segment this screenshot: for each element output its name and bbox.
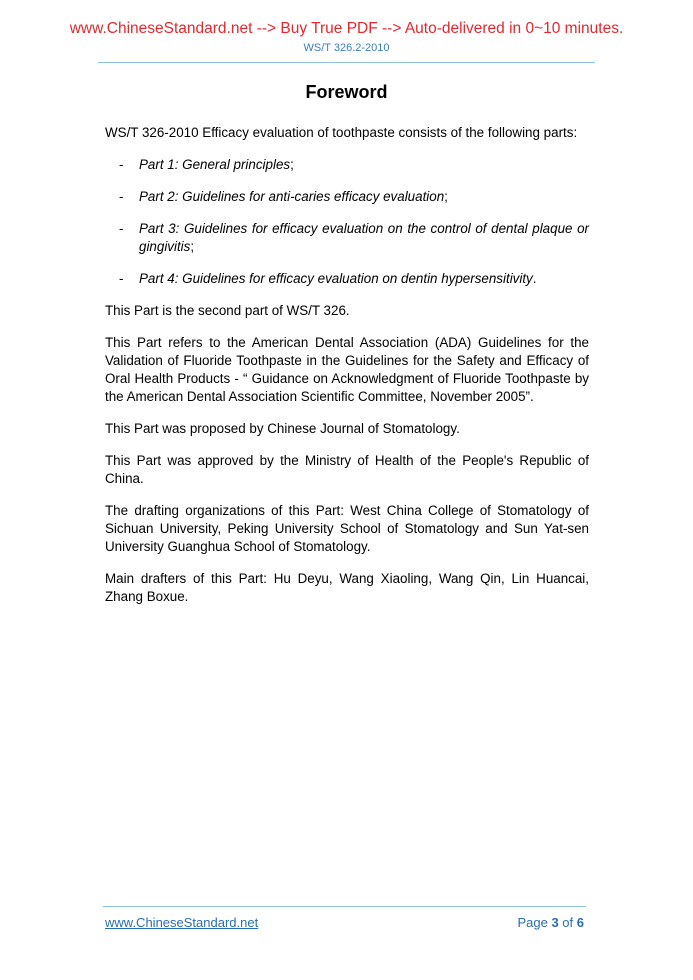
paragraph: This Part is the second part of WS/T 326. — [105, 303, 350, 318]
intro-paragraph: WS/T 326-2010 Efficacy evaluation of toothpaste consists of the following parts: — [105, 125, 578, 140]
header-divider — [98, 62, 595, 63]
footer-divider — [103, 906, 586, 907]
page-separator: of — [558, 915, 577, 930]
promo-banner[interactable]: www.ChineseStandard.net --> Buy True PDF --> Auto-delivered in 0~10 minutes. — [69, 20, 624, 37]
foreword-body — [105, 124, 589, 620]
part-suffix: . — [532, 271, 537, 286]
part-title: Part 4: Guidelines for efficacy evaluation on dentin hypersensitivity — [139, 271, 533, 286]
total-pages: 6 — [576, 915, 584, 930]
part-list-item — [105, 270, 589, 288]
part-suffix: ; — [444, 189, 448, 204]
paragraph: Main drafters of this Part: Hu Deyu, Wang Xiaoling, Wang Qin, Lin Huancai, Zhang Boxue. — [105, 571, 589, 604]
page-title: Foreword — [305, 82, 388, 102]
part-title: Part 3: Guidelines for efficacy evaluation on the control of dental plaque or gingivitis — [139, 221, 589, 254]
part-title: Part 2: Guidelines for anti-caries efficacy evaluation — [139, 189, 445, 204]
part-suffix: ; — [190, 239, 195, 254]
part-suffix: ; — [290, 157, 294, 172]
paragraph: This Part refers to the American Dental Association (ADA) Guidelines for the Validation of Fluoride Toothpaste in the Guidelines for the Safety and Efficacy of Oral Health Products - “ Guidance on Acknowledgment of Fluoride Toothpaste by the American Dental Association Scientific Committee, November 2005”. — [105, 335, 589, 404]
part-list-item — [105, 156, 589, 174]
paragraph: This Part was proposed by Chinese Journal of Stomatology. — [105, 421, 460, 436]
part-list-item — [105, 220, 589, 256]
list-dash: - — [119, 189, 124, 204]
footer-website-link[interactable]: www.ChineseStandard.net — [105, 915, 259, 930]
part-list-item — [105, 188, 589, 206]
list-dash: - — [119, 157, 124, 172]
standard-code-header: WS/T 326.2-2010 — [303, 42, 390, 54]
page-number — [517, 915, 584, 930]
part-title: Part 1: General principles — [139, 157, 291, 172]
list-dash: - — [119, 221, 124, 236]
list-dash: - — [119, 271, 124, 286]
page-prefix: Page — [517, 915, 552, 930]
paragraph: The drafting organizations of this Part: West China College of Stomatology of Sichuan University, Peking University School of Stomatology and Sun Yat-sen University Guanghua School of Stomatology. — [105, 503, 589, 554]
current-page: 3 — [551, 915, 559, 930]
paragraph: This Part was approved by the Ministry of Health of the People's Republic of China. — [105, 453, 589, 486]
